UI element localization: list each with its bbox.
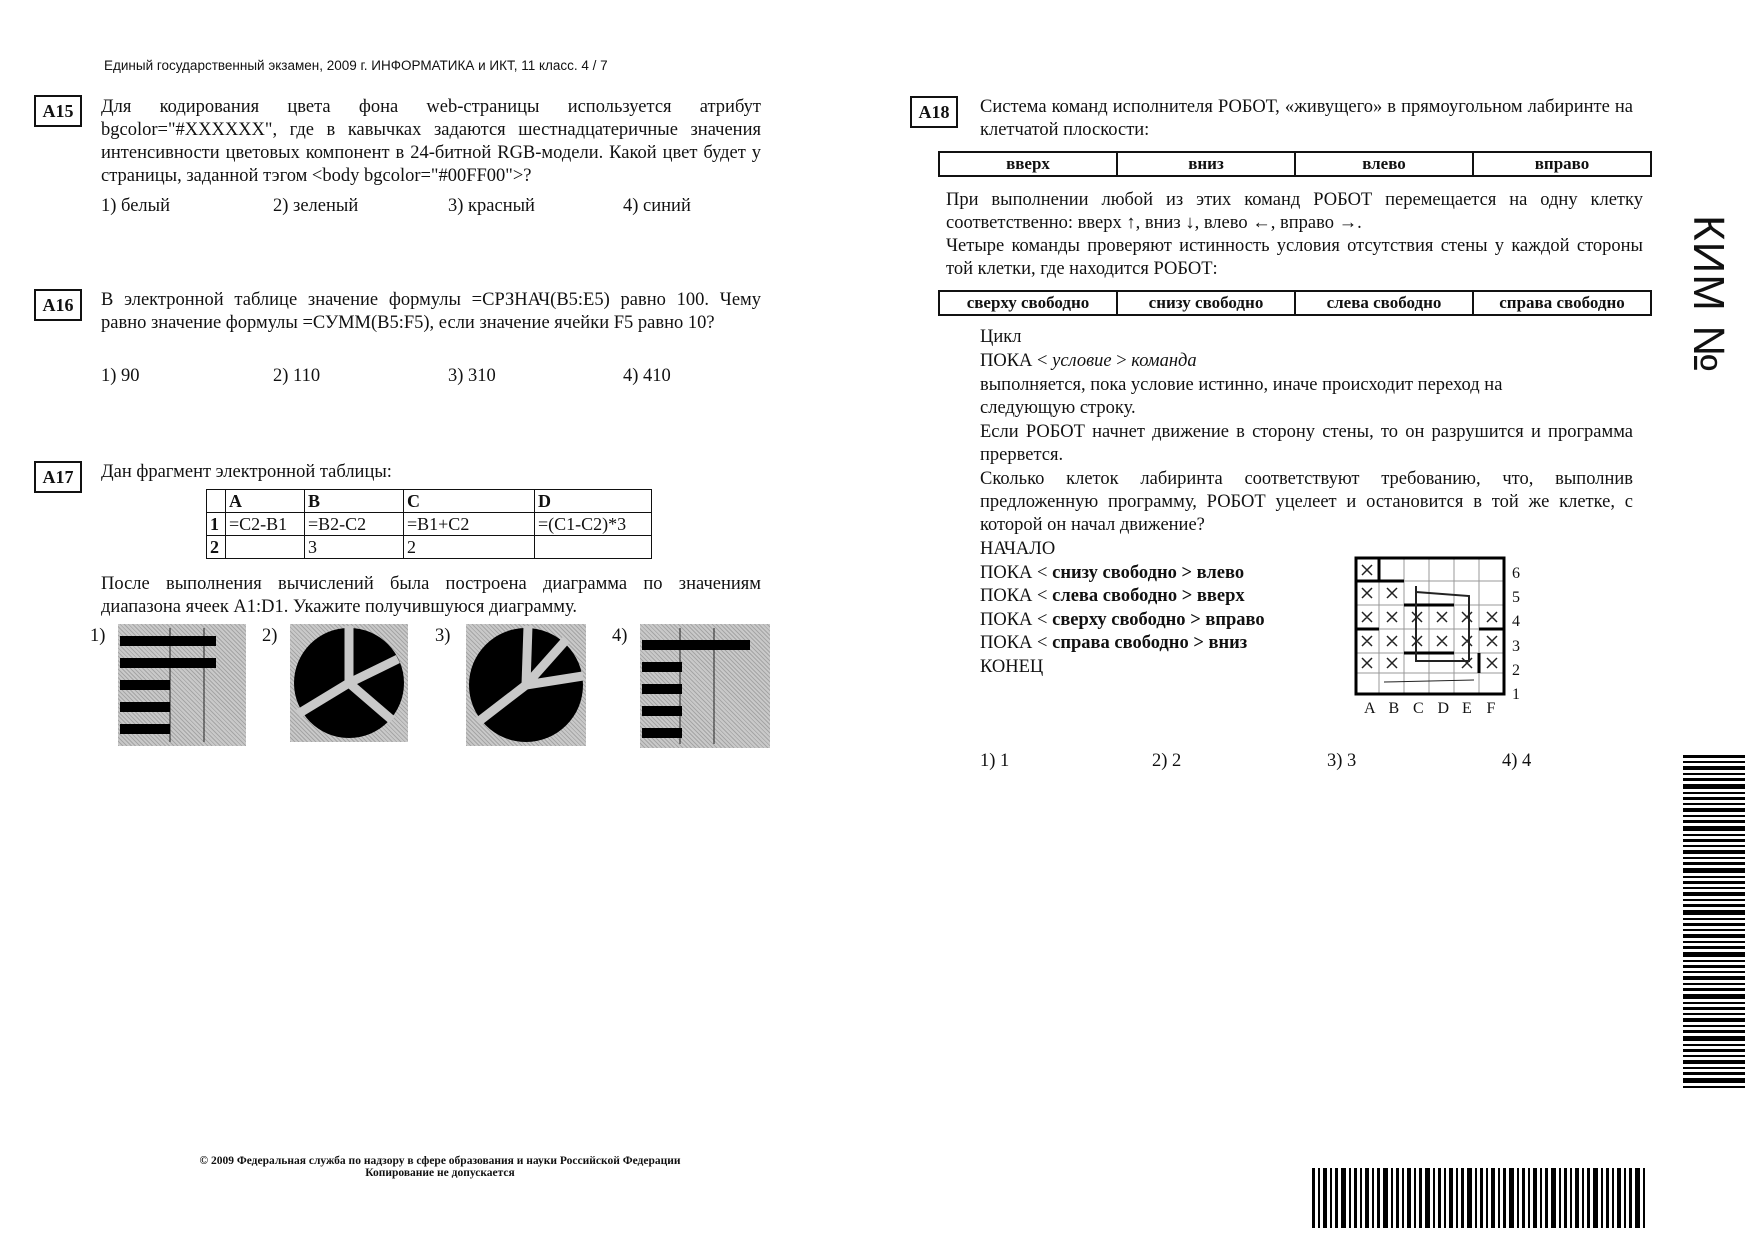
footer-notice: Копирование не допускается bbox=[365, 1167, 515, 1179]
table-cell: B bbox=[305, 490, 404, 513]
a18-question: Сколько клеток лабиринта соответствуют требованию, что, выполнив предложенную программу, РОБОТ уцелеет и остановится в той же клетке, с которой он начал движение? bbox=[980, 469, 1633, 535]
command-cell: вверх bbox=[939, 152, 1117, 176]
table-cell: =B2-C2 bbox=[305, 513, 404, 536]
spreadsheet-fragment bbox=[206, 489, 652, 559]
condition-table bbox=[938, 290, 1652, 316]
program-line bbox=[980, 609, 1265, 633]
question-label-a16: A16 bbox=[34, 289, 82, 321]
maze-col-label: D bbox=[1437, 700, 1450, 717]
answer-option[interactable]: 2) зеленый bbox=[273, 196, 359, 216]
cycle-syntax-cmd: команда bbox=[1131, 351, 1197, 371]
table-cell: 2 bbox=[207, 536, 226, 559]
maze-col-label: C bbox=[1413, 700, 1424, 717]
chart-option-label[interactable]: 3) bbox=[435, 626, 451, 646]
side-label-container bbox=[1684, 190, 1733, 390]
question-label-a15: A15 bbox=[34, 95, 82, 127]
table-cell: 2 bbox=[404, 536, 535, 559]
maze-col-labels bbox=[1364, 700, 1514, 718]
program-line bbox=[980, 562, 1265, 586]
answer-option[interactable]: 4) 410 bbox=[623, 366, 671, 386]
bar-chart-option-4[interactable] bbox=[640, 624, 770, 748]
program-line bbox=[980, 656, 1265, 680]
program-line bbox=[980, 538, 1265, 562]
program-cond: сверху свободно bbox=[1052, 609, 1186, 630]
maze-row-label: 1 bbox=[1512, 686, 1520, 704]
question-text-a16: В электронной таблице значение формулы =СРЗНАЧ(B5:E5) равно 100. Чему равно значение формулы =СУММ(B5:F5), если значение ячейки F5 равно 10? bbox=[101, 290, 761, 333]
maze-col-label: E bbox=[1462, 700, 1472, 717]
answer-option[interactable]: 1) 90 bbox=[101, 366, 140, 386]
answer-option[interactable]: 3) красный bbox=[448, 196, 535, 216]
program-cmd: > вправо bbox=[1185, 609, 1265, 630]
barcode-vertical-graphic bbox=[1683, 755, 1745, 1090]
maze-diagram bbox=[1354, 556, 1520, 722]
table-row bbox=[207, 513, 652, 536]
table-cell: A bbox=[226, 490, 305, 513]
robot-program bbox=[980, 538, 1265, 679]
program-text: ПОКА < bbox=[980, 586, 1053, 606]
command-cell: вправо bbox=[1473, 152, 1651, 176]
bar-chart-option-1[interactable] bbox=[118, 624, 246, 746]
maze-row-labels bbox=[1512, 562, 1520, 707]
command-cell: влево bbox=[1295, 152, 1473, 176]
table-cell bbox=[226, 536, 305, 559]
program-cmd: > влево bbox=[1176, 562, 1245, 583]
program-text: ПОКА < bbox=[980, 562, 1053, 583]
table-cell: 1 bbox=[207, 513, 226, 536]
answer-option[interactable]: 4) 4 bbox=[1502, 751, 1532, 771]
answer-option[interactable]: 4) синий bbox=[623, 196, 691, 216]
maze-row-label: 5 bbox=[1512, 589, 1520, 607]
maze-col-label: B bbox=[1388, 700, 1400, 717]
answer-option[interactable]: 1) 1 bbox=[980, 751, 1010, 771]
table-cell: C bbox=[404, 490, 535, 513]
question-text-a15: Для кодирования цвета фона web-страницы используется атрибут bgcolor="#XXXXXX", где в кавычках задаются шестнадцатеричные значения интенсивности цветовых компонент в 24-битной RGB-модели. Какой цвет будет у страницы, заданной тэгом <body bgcolor="#00FF00">? bbox=[101, 97, 761, 186]
condition-cell: слева свободно bbox=[1295, 291, 1473, 315]
program-text: ПОКА < bbox=[980, 609, 1053, 630]
kim-number-label: КИМ № bbox=[1684, 215, 1733, 374]
program-line bbox=[980, 632, 1265, 656]
table-cell: =C2-B1 bbox=[226, 513, 305, 536]
barcode-horizontal-graphic bbox=[1312, 1168, 1648, 1228]
program-cmd: > вверх bbox=[1177, 586, 1245, 606]
maze-col-label: A bbox=[1364, 700, 1376, 717]
table-cell: 3 bbox=[305, 536, 404, 559]
question-intro-a17: Дан фрагмент электронной таблицы: bbox=[101, 462, 392, 482]
cycle-syntax bbox=[980, 350, 1197, 373]
condition-cell: снизу свободно bbox=[1117, 291, 1295, 315]
program-text: ПОКА < bbox=[980, 633, 1053, 653]
program-text: НАЧАЛО bbox=[980, 539, 1056, 559]
maze-grid bbox=[1354, 556, 1510, 696]
cycle-syntax-cond: условие bbox=[1052, 351, 1112, 371]
maze-row-label: 3 bbox=[1512, 637, 1520, 655]
table-row bbox=[207, 536, 652, 559]
chart-option-label[interactable]: 1) bbox=[90, 626, 106, 646]
maze-col-label: F bbox=[1486, 700, 1496, 717]
command-cell: вниз bbox=[1117, 152, 1295, 176]
answer-option[interactable]: 2) 110 bbox=[273, 366, 321, 386]
a18-text-moves: При выполнении любой из этих команд РОБОТ перемещается на одну клетку соответственно: вверх ↑, вниз ↓, влево ←, вправо →. bbox=[946, 190, 1643, 233]
program-cmd: > вниз bbox=[1188, 633, 1248, 653]
question-intro-a18: Система команд исполнителя РОБОТ, «живущего» в прямоугольном лабиринте на клетчатой плоскости: bbox=[980, 97, 1633, 140]
program-line bbox=[980, 585, 1265, 609]
chart-option-label[interactable]: 4) bbox=[612, 626, 628, 646]
a18-text-conditions: Четыре команды проверяют истинность условия отсутствия стены у каждой стороны той клетки, где находится РОБОТ: bbox=[946, 236, 1643, 279]
cycle-syntax-mid: > bbox=[1111, 351, 1132, 371]
footer bbox=[150, 1155, 730, 1179]
program-cond: слева свободно bbox=[1052, 586, 1178, 606]
answer-option[interactable]: 2) 2 bbox=[1152, 751, 1182, 771]
question-text-a17: После выполнения вычислений была построена диаграмма по значениям диапазона ячеек A1:D1. Укажите получившуюся диаграмму. bbox=[101, 574, 761, 617]
condition-cell: сверху свободно bbox=[939, 291, 1117, 315]
cycle-syntax-pre: ПОКА < bbox=[980, 351, 1053, 371]
barcode-horizontal bbox=[1312, 1168, 1648, 1228]
program-cond: снизу свободно bbox=[1052, 562, 1177, 583]
maze-row-label: 4 bbox=[1512, 613, 1520, 631]
footer-copyright: © 2009 Федеральная служба по надзору в сфере образования и науки Российской Федерации bbox=[199, 1155, 681, 1167]
crash-text: Если РОБОТ начнет движение в сторону стены, то он разрушится и программа прервется. bbox=[980, 422, 1633, 465]
table-cell bbox=[207, 490, 226, 513]
answer-option[interactable]: 3) 310 bbox=[448, 366, 496, 386]
page-header: Единый государственный экзамен, 2009 г. ИНФОРМАТИКА и ИКТ, 11 класс. 4 / 7 bbox=[104, 58, 608, 73]
question-label-a17: A17 bbox=[34, 461, 82, 493]
answer-option[interactable]: 3) 3 bbox=[1327, 751, 1357, 771]
chart-option-label[interactable]: 2) bbox=[262, 626, 278, 646]
table-cell: D bbox=[535, 490, 652, 513]
cycle-description: выполняется, пока условие истинно, иначе происходит переход на следующую строку. bbox=[980, 375, 1503, 418]
maze-row-label: 2 bbox=[1512, 661, 1520, 679]
condition-cell: справа свободно bbox=[1473, 291, 1651, 315]
pie-chart-option-3[interactable] bbox=[466, 624, 586, 746]
table-cell bbox=[535, 536, 652, 559]
table-cell: =(C1-C2)*3 bbox=[535, 513, 652, 536]
program-text: КОНЕЦ bbox=[980, 656, 1044, 677]
command-table bbox=[938, 151, 1652, 177]
cycle-title: Цикл bbox=[980, 327, 1022, 347]
question-label-a18: A18 bbox=[910, 96, 958, 128]
answer-option[interactable]: 1) белый bbox=[101, 196, 170, 216]
table-header-row bbox=[207, 490, 652, 513]
pie-chart-option-2[interactable] bbox=[290, 624, 408, 742]
program-cond: справа свободно bbox=[1052, 633, 1189, 653]
barcode-vertical bbox=[1683, 755, 1745, 1090]
maze-row-label: 6 bbox=[1512, 565, 1520, 582]
table-cell: =B1+C2 bbox=[404, 513, 535, 536]
